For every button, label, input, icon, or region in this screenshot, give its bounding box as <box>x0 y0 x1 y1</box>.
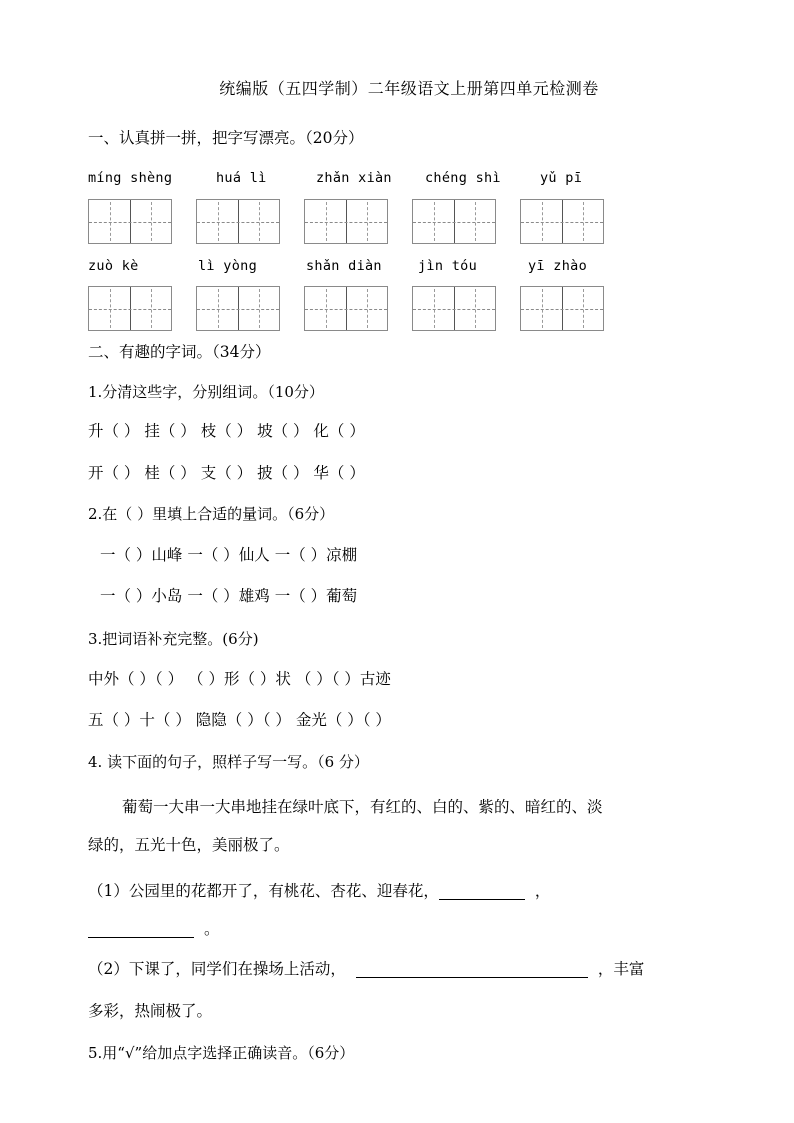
item-1-prompt: （1）公园里的花都开了，有桃花、杏花、迎春花， <box>88 882 439 900</box>
answer-blank[interactable] <box>439 899 525 900</box>
pinyin-label: chéng shì <box>425 170 501 186</box>
writing-grid-box[interactable] <box>196 286 280 331</box>
grid-guide-line <box>259 289 260 328</box>
grid-guide-line <box>218 289 219 328</box>
answer-blank[interactable] <box>88 937 194 938</box>
section-1-heading: 一、认真拼一拼，把字写漂亮。（20分） <box>88 129 364 147</box>
grid-center-line <box>197 222 279 223</box>
writing-grid-row-1 <box>88 199 728 245</box>
question-2-2-row-1[interactable]: 一（ ）山峰 一（ ）仙人 一（ ）凉棚 <box>100 546 358 564</box>
item-2-prompt: （2）下课了，同学们在操场上活动， <box>88 960 346 978</box>
question-2-4-item-2[interactable] <box>88 962 644 978</box>
writing-grid-box[interactable] <box>88 286 172 331</box>
question-2-4-example-line-1 <box>88 800 603 816</box>
question-2-2-heading: 2.在（ ）里填上合适的量词。（6分） <box>88 505 335 523</box>
pinyin-label: lì yòng <box>198 258 257 274</box>
question-2-1-row-1[interactable]: 升（ ） 挂（ ） 枝（ ） 坡（ ） 化（ ） <box>88 422 365 440</box>
pinyin-label: jìn tóu <box>418 258 477 274</box>
writing-grid-box[interactable] <box>304 286 388 331</box>
grid-center-line <box>413 309 495 310</box>
pinyin-label: yī zhào <box>528 258 587 274</box>
writing-grid-box[interactable] <box>88 199 172 244</box>
grid-center-line <box>521 309 603 310</box>
writing-grid-box[interactable] <box>412 199 496 244</box>
pinyin-row-1 <box>88 170 728 190</box>
writing-grid-box[interactable] <box>304 199 388 244</box>
question-2-1-row-2[interactable]: 开（ ） 桂（ ） 支（ ） 披（ ） 华（ ） <box>88 464 365 482</box>
question-2-3-row-2[interactable]: 五（ ）十（ ） 隐隐（ ）（ ） 金光（ ）（ ） <box>88 711 391 729</box>
pinyin-label: yǔ pī <box>540 170 583 186</box>
grid-center-line <box>413 222 495 223</box>
grid-guide-line <box>542 289 543 328</box>
grid-guide-line <box>583 289 584 328</box>
question-2-5-heading: 5.用“√”给加点字选择正确读音。（6分） <box>88 1044 355 1062</box>
pinyin-label: zuò kè <box>88 258 139 274</box>
grid-guide-line <box>367 202 368 241</box>
grid-center-line <box>197 309 279 310</box>
grid-center-line <box>305 222 387 223</box>
writing-grid-box[interactable] <box>520 199 604 244</box>
writing-grid-box[interactable] <box>520 286 604 331</box>
grid-center-line <box>89 309 171 310</box>
writing-grid-box[interactable] <box>412 286 496 331</box>
question-2-3-row-1[interactable]: 中外（ ）（ ） （ ）形（ ）状 （ ）（ ）古迹 <box>88 670 391 688</box>
section-2-heading: 二、有趣的字词。（34分） <box>88 343 271 361</box>
question-2-4-example-line-2: 绿的，五光十色，美丽极了。 <box>88 836 290 854</box>
grid-guide-line <box>326 202 327 241</box>
grid-guide-line <box>218 202 219 241</box>
grid-guide-line <box>542 202 543 241</box>
grid-guide-line <box>434 202 435 241</box>
grid-center-line <box>521 222 603 223</box>
answer-blank[interactable] <box>356 977 588 978</box>
question-2-1-heading: 1.分清这些字，分别组词。（10分） <box>88 383 324 401</box>
pinyin-label: huá lì <box>216 170 267 186</box>
grid-guide-line <box>259 202 260 241</box>
grid-guide-line <box>326 289 327 328</box>
grid-center-line <box>305 309 387 310</box>
pinyin-row-2 <box>88 258 728 278</box>
question-2-4-item-2-line-2: 多彩，热闹极了。 <box>88 1002 213 1020</box>
writing-grid-row-2 <box>88 286 728 332</box>
question-2-3-heading: 3.把词语补充完整。(6分) <box>88 630 259 648</box>
question-2-2-row-2[interactable]: 一（ ）小岛 一（ ）雄鸡 一（ ）葡萄 <box>100 587 358 605</box>
example-text: 葡萄一大串一大串地挂在绿叶底下，有红的、白的、紫的、暗红的、淡 <box>122 798 603 816</box>
grid-guide-line <box>583 202 584 241</box>
item-1-punctuation: ， <box>534 882 551 900</box>
question-2-4-heading: 4. 读下面的句子，照样子写一写。（6 分） <box>88 753 369 771</box>
writing-grid-box[interactable] <box>196 199 280 244</box>
grid-guide-line <box>151 289 152 328</box>
grid-guide-line <box>110 202 111 241</box>
grid-guide-line <box>367 289 368 328</box>
grid-guide-line <box>151 202 152 241</box>
question-2-4-item-1[interactable] <box>88 884 550 900</box>
grid-guide-line <box>110 289 111 328</box>
pinyin-label: zhǎn xiàn <box>316 170 392 186</box>
pinyin-label: shǎn diàn <box>306 258 382 274</box>
grid-guide-line <box>475 202 476 241</box>
page-title: 统编版（五四学制）二年级语文上册第四单元检测卷 <box>219 79 599 98</box>
grid-guide-line <box>434 289 435 328</box>
item-2-tail: ，丰富 <box>597 960 645 978</box>
pinyin-label: míng shèng <box>88 170 173 186</box>
item-1-line-2-punctuation: 。 <box>204 920 220 938</box>
grid-center-line <box>89 222 171 223</box>
grid-guide-line <box>475 289 476 328</box>
question-2-4-item-1-line-2[interactable] <box>88 922 220 938</box>
